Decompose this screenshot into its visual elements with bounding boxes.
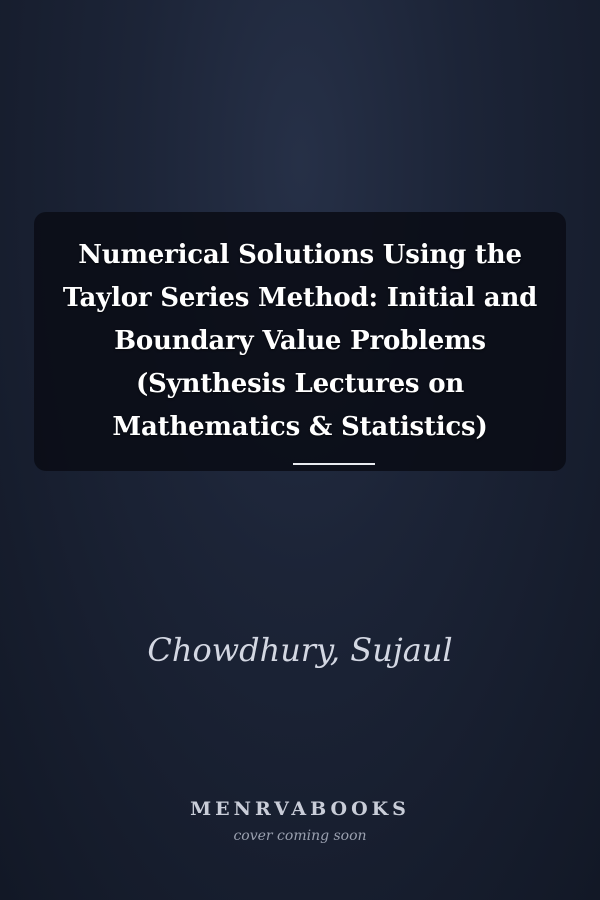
author-name: Chowdhury, Sujaul — [147, 631, 453, 669]
book-title: Numerical Solutions Using the Taylor Series Method: Initial and Boundary Value Problems (Synthesis Lectures on Mathematics & Statistics) — [62, 240, 538, 442]
cover-tagline: cover coming soon — [233, 828, 367, 844]
title-divider — [293, 463, 375, 465]
title-panel — [34, 212, 566, 471]
publisher-name: MENRVABOOKS — [190, 798, 410, 820]
